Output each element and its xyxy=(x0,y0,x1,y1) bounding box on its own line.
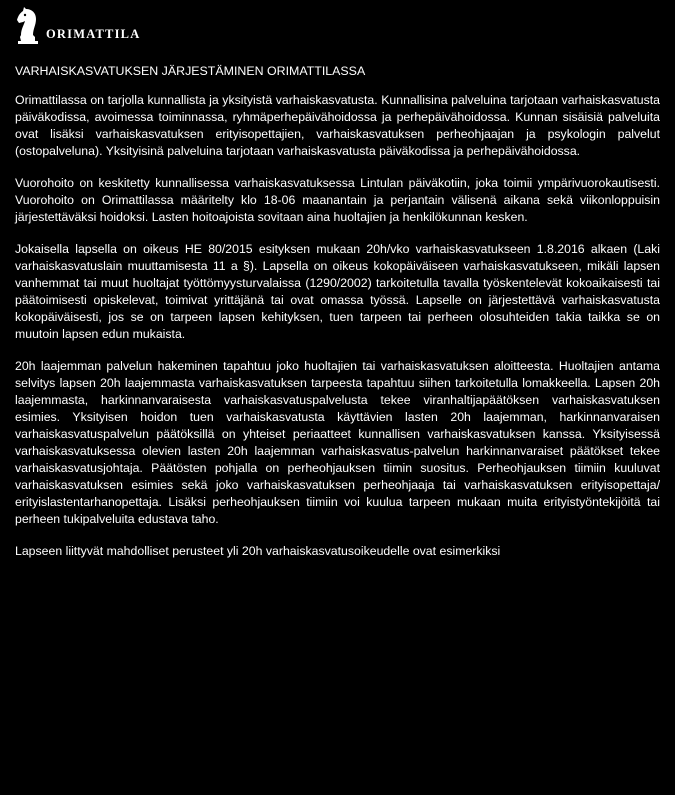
header xyxy=(15,0,140,45)
paragraph-shift-care: Vuorohoito on keskitetty kunnallisessa varhaiskasvatuksessa Lintulan päiväkotiin, joka toimii ympärivuorokautisesti. Vuorohoito on Orimattilassa määritelty klo 18-06 maanantain ja perjantain välisenä aikana sekä viikonloppuisin järjestettäväksi hoidoksi. Lasten hoitoajoista sovitaan aina huoltajien ja henkilökunnan kesken. xyxy=(15,176,660,224)
paragraph-services: Orimattilassa on tarjolla kunnallista ja yksityistä varhaiskasvatusta. Kunnallisina palveluina tarjotaan varhaiskasvatusta päiväkodissa, avoimessa toiminnassa, ryhmäperhepäivähoidossa ja perhepäivähoidossa. Kunnan sisäisiä palveluita ovat lisäksi varhaiskasvatuksen erityisopettajien, varhaiskasvatuksen perheohjaajan ja psykologin palvelut (ostopalveluna). Yksityisinä palveluina tarjotaan varhaiskasvatusta päiväkodissa ja perhepäivähoidossa. xyxy=(15,93,660,158)
page-title: VARHAISKASVATUKSEN JÄRJESTÄMINEN ORIMATTILASSA xyxy=(15,64,366,78)
document-body xyxy=(15,92,660,560)
paragraph-criteria-intro: Lapseen liittyvät mahdolliset perusteet yli 20h varhaiskasvatusoikeudelle ovat esimerkiksi xyxy=(15,544,501,558)
paragraph-application: 20h laajemman palvelun hakeminen tapahtuu joko huoltajien tai varhaiskasvatuksen aloitteesta. Huoltajien antama selvitys lapsen 20h laajemmasta varhaiskasvatuksen tarpeesta tapahtuu siihen tarkoitetulla lomakkeella. Lapsen 20h laajemmasta, harkinnanvaraisesta varhaiskasvatuspalvelusta tekee viranhaltijapäätöksen varhaiskasvatuksen esimies. Yksityisen hoidon tuen varhaiskasvatusta käyttävien lasten 20h laajemman, harkinnanvaraisen varhaiskasvatuspalvelun päätöksillä on yhteiset periaatteet kunnallisen varhaiskasvatuksen kanssa. Yksityisessä varhaiskasvatuksessa olevien lasten 20h laajemman varhaiskasvatus-palvelun harkinnanvaraiset päätökset tekee varhaiskasvatusjohtaja. Päätösten pohjalla on perheohjauksen tiimin suositus. Perheohjauksen tiimiin kuuluvat varhaiskasvatuksen esimies sekä joko varhaiskasvatuksen perheohjaaja tai varhaiskasvatuksen erityisopettaja/ erityislastentarhanopettaja. Lisäksi perheohjauksen tiimiin voi kuulua tarpeen mukaan muita erityistyöntekijöitä tai perheen tukipalveluita edustava taho. xyxy=(15,359,660,526)
chess-knight-icon xyxy=(15,7,41,45)
paragraph-rights: Jokaisella lapsella on oikeus HE 80/2015 esityksen mukaan 20h/vko varhaiskasvatukseen 1.8.2016 alkaen (Laki varhaiskasvatuslain muuttamisesta 11 a §). Lapsella on oikeus kokopäiväiseen varhaiskasvatukseen, mikäli lapsen vanhemmat tai muut huoltajat työttömyysturvalaissa (1290/2002) tarkoitetulla tavalla työskentelevät kokoaikaisesti tai päätoimisesti opiskelevat, toimivat yrittäjänä tai ovat omassa työssä. Lapselle on järjestettävä varhaiskasvatusta kokopäiväisesti, jos se on tarpeen lapsen kehityksen, tuen tarpeen tai perheen olosuhteiden takia taikka se on muutoin lapsen edun mukaista. xyxy=(15,242,660,341)
brand-name: ORIMATTILA xyxy=(46,27,141,41)
